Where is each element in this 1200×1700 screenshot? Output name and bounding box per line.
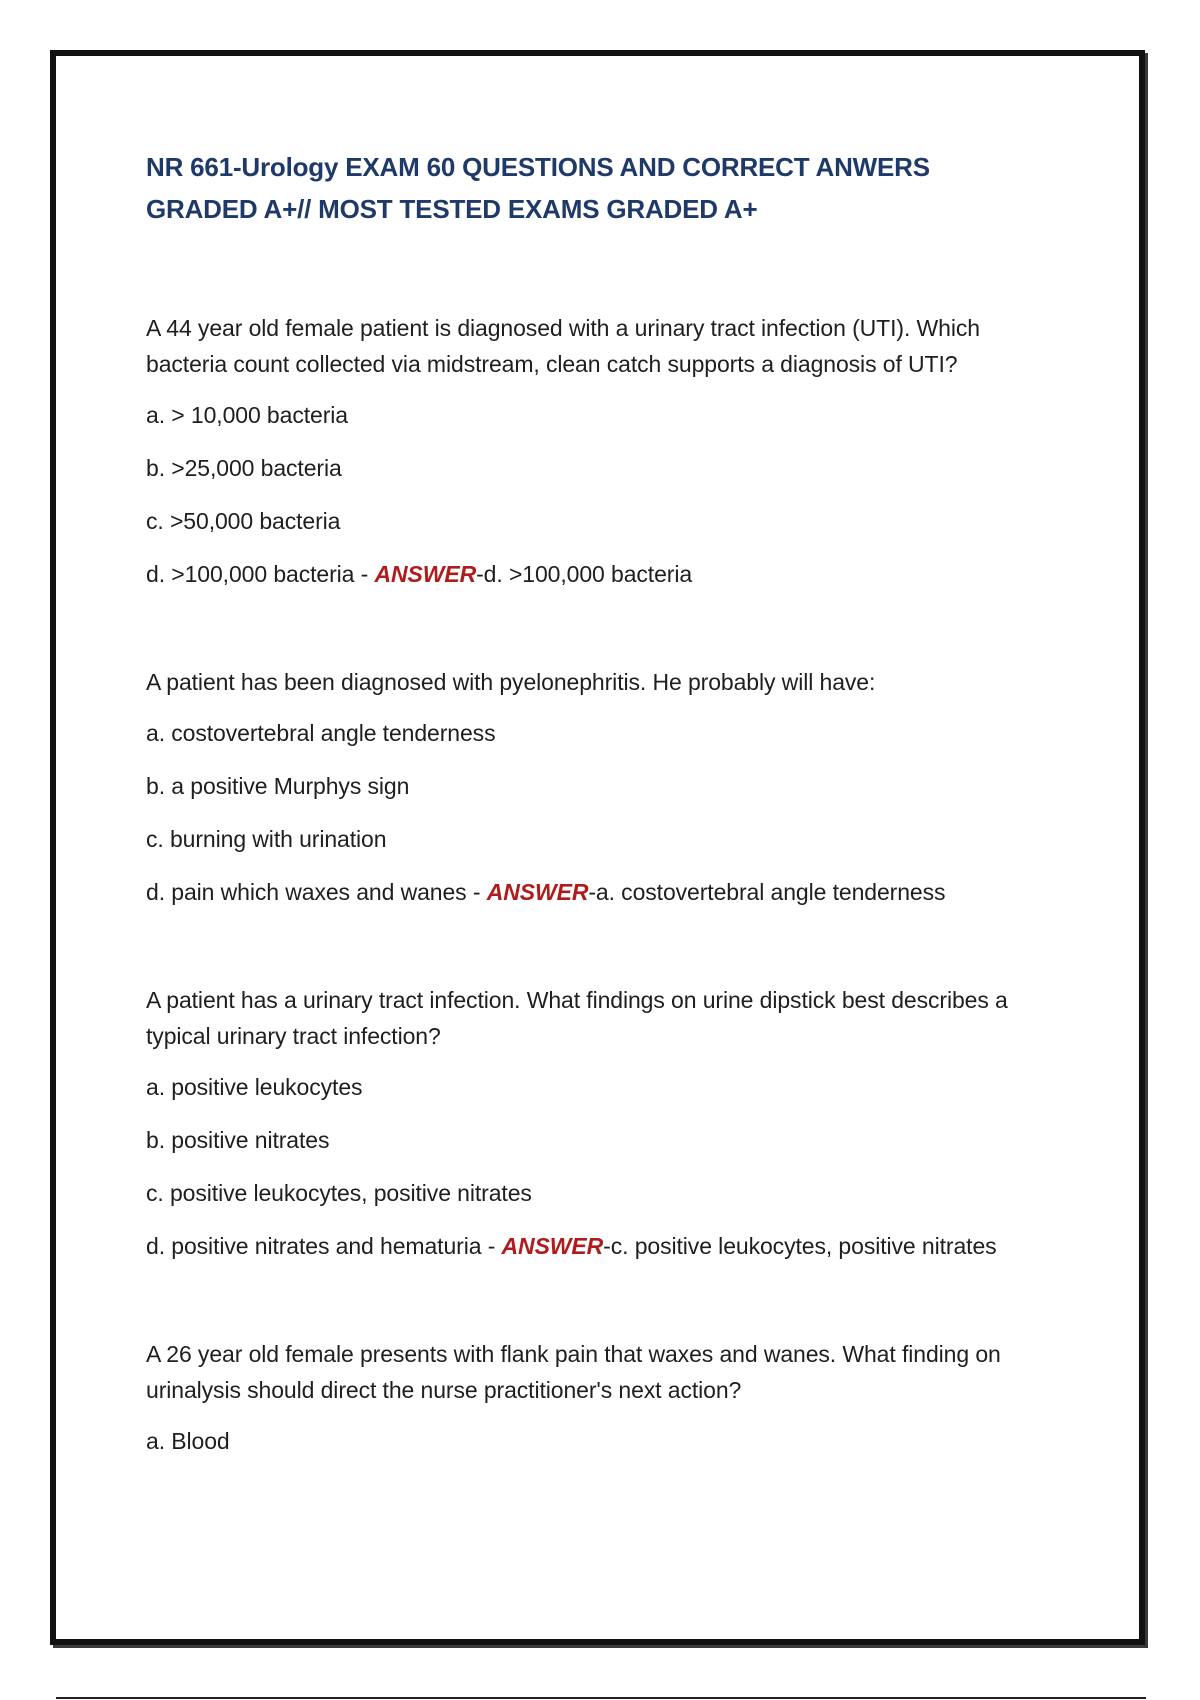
- question-2-option-a: a. costovertebral angle tenderness: [146, 720, 496, 746]
- answer-label: ANSWER: [501, 1233, 604, 1259]
- question-3-answer: -c. positive leukocytes, positive nitrates: [603, 1233, 997, 1259]
- page-bottom-divider: [56, 1697, 1146, 1699]
- question-2: [146, 664, 1066, 910]
- document-content: [146, 146, 1066, 1476]
- answer-label: ANSWER: [374, 561, 477, 587]
- question-1-option-a: a. > 10,000 bacteria: [146, 402, 348, 428]
- question-4-stem: A 26 year old female presents with flank pain that waxes and wanes. What finding on urinalysis should direct the nurse practitioner's next action?: [146, 1341, 1001, 1403]
- question-1-stem: A 44 year old female patient is diagnosed with a urinary tract infection (UTI). Which bacteria count collected via midstream, clean catch supports a diagnosis of UTI?: [146, 315, 980, 377]
- question-2-option-c: c. burning with urination: [146, 826, 387, 852]
- question-3-option-d-with-answer: [146, 1228, 1066, 1264]
- document-title-line-1: NR 661-Urology EXAM 60 QUESTIONS AND CORRECT ANWERS: [146, 152, 930, 182]
- answer-label: ANSWER: [486, 879, 589, 905]
- question-1-option-b: b. >25,000 bacteria: [146, 455, 342, 481]
- question-1: [146, 310, 1066, 592]
- question-2-option-d-with-answer: [146, 874, 1066, 910]
- question-4: [146, 1336, 1066, 1459]
- question-1-option-d-with-answer: [146, 556, 1066, 592]
- question-3: [146, 982, 1066, 1264]
- question-4-option-a: a. Blood: [146, 1428, 230, 1454]
- question-1-option-c: c. >50,000 bacteria: [146, 508, 341, 534]
- document-title: [146, 146, 1066, 230]
- question-2-option-b: b. a positive Murphys sign: [146, 773, 410, 799]
- question-2-stem: A patient has been diagnosed with pyelonephritis. He probably will have:: [146, 669, 876, 695]
- question-3-stem: A patient has a urinary tract infection. What findings on urine dipstick best describes a typical urinary tract infection?: [146, 987, 1008, 1049]
- question-2-option-d: d. pain which waxes and wanes -: [146, 879, 487, 905]
- document-title-line-2: GRADED A+// MOST TESTED EXAMS GRADED A+: [146, 194, 758, 224]
- question-3-option-d: d. positive nitrates and hematuria -: [146, 1233, 502, 1259]
- question-1-option-d: d. >100,000 bacteria -: [146, 561, 375, 587]
- question-3-option-b: b. positive nitrates: [146, 1127, 330, 1153]
- question-3-option-a: a. positive leukocytes: [146, 1074, 363, 1100]
- question-3-option-c: c. positive leukocytes, positive nitrates: [146, 1180, 532, 1206]
- question-2-answer: -a. costovertebral angle tenderness: [588, 879, 946, 905]
- question-1-answer: -d. >100,000 bacteria: [476, 561, 693, 587]
